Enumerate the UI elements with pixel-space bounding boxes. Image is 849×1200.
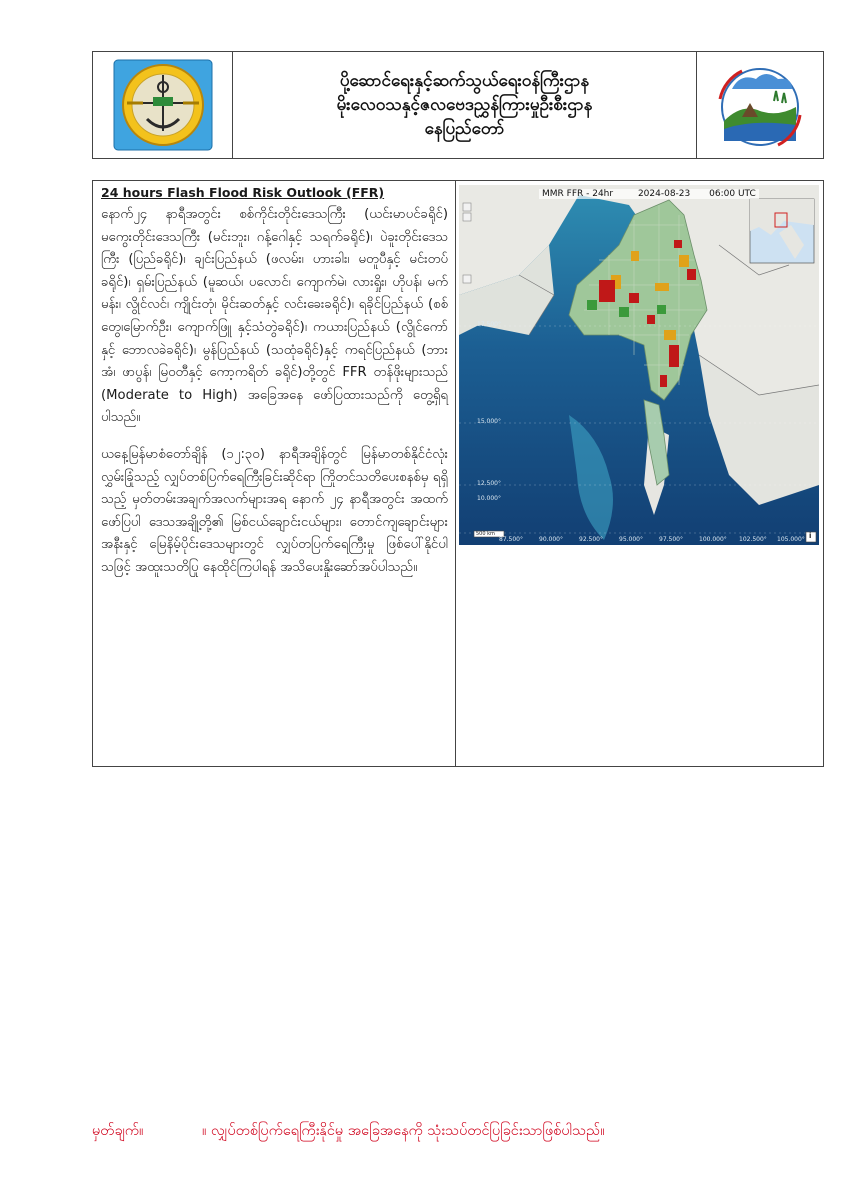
map-time: 06:00 UTC [709, 189, 756, 199]
advisory-paragraph: ယနေ့မြန်မာစံတော်ချိန် (၁၂:၃၀) နာရီအချိန်တွင် မြန်မာတစ်နိုင်ငံလုံးလွှမ်းခြုံသည့် လျှပ်တစ်ပြက်ရေကြီးခြင်းဆိုင်ရာ ကြိုတင်သတိပေးစနစ်မှ ရရှိသည့် မှတ်တမ်းအချက်အလက်များအရ နောက် ၂၄ နာရီအတွင်း အထက်ဖော်ပြပါ ဒေသအချို့တို့၏ မြစ်ငယ်ချောင်းငယ်များ၊ တောင်ကျချောင်းများအနီးနှင့် မြေနိမ့်ပိုင်းဒေသများတွင် လျှပ်တပြက်ရေကြီးမှု ဖြစ်ပေါ်နိုင်ပါသဖြင့် အထူးသတိပြု နေထိုင်ကြပါရန် အသိပေးနှိုးဆော်အပ်ပါသည်။ [101, 446, 448, 575]
text-column [93, 181, 456, 766]
lon-label: 100.000° [699, 536, 727, 543]
map-column [456, 181, 823, 766]
risk-area-paragraph: နောက်၂၄ နာရီအတွင်း စစ်ကိုင်းတိုင်းဒေသကြီး (ယင်းမာပင်ခရိုင်) မကွေးတိုင်းဒေသကြီး (မင်းဘူး၊ ဂန့်ဂေါနှင့် သရက်ခရိုင်)၊ ပဲခူးတိုင်းဒေသကြီး (ပြည်ခရိုင်)၊ ချင်းပြည်နယ် (ဖလမ်း၊ ဟားခါး၊ မတူပီနှင့် မင်းတပ်ခရိုင်)၊ ရှမ်းပြည်နယ် (မူဆယ်၊ ပလောင်၊ ကျောက်မဲ၊ လားရှိုး၊ ဟိုပန်၊ မက်မန်း၊ လွိုင်လင်၊ ကျိုင်းတုံ၊ မိုင်းဆတ်နှင့် လင်းခေးခရိုင်)၊ ရခိုင်ပြည်နယ် (စစ်တွေ၊မြောက်ဦး၊ ကျောက်ဖြူ နှင့်သံတွဲခရိုင်)၊ ကယားပြည်နယ် (လွိုင်ကော်နှင့် ဘောလခဲခရိုင်)၊ မွန်ပြည်နယ် (သထုံခရိုင်)နှင့် ကရင်ပြည်နယ် (ဘားအံ၊ ဖာပွန်၊ မြဝတီနှင့် ကော့ကရိတ် ခရိုင်)တို့တွင် FFR တန်ဖိုးများသည် (Moderate to High) အခြေအနေ ဖော်ပြထားသည်ကို တွေ့ရှိရပါသည်။ [101, 207, 448, 426]
scale-label: 500 km [476, 531, 495, 537]
content-table [92, 180, 824, 767]
department-name: မိုးလေဝသနှင့်ဇလဗေဒညွှန်ကြားမှုဦးစီးဌာန [336, 95, 593, 115]
lon-label: 90.000° [539, 536, 563, 543]
info-icon[interactable]: i [809, 532, 812, 540]
ministry-emblem-cell [93, 52, 233, 158]
lat-label: 12.500° [477, 480, 501, 487]
lat-label: 17.500° [477, 321, 501, 328]
lat-label: 15.000° [477, 418, 501, 425]
lon-label: 87.500° [499, 536, 523, 543]
section-heading: 24 hours Flash Flood Risk Outlook (FFR) [101, 185, 385, 200]
footer-text: ။ လျှပ်တစ်ပြက်ရေကြီးနိုင်မှု အခြေအနေကို သုံးသပ်တင်ပြခြင်းသာဖြစ်ပါသည်။ [202, 1123, 605, 1139]
lon-label: 102.500° [739, 536, 767, 543]
lon-label: 97.500° [659, 536, 683, 543]
map-date: 2024-08-23 [637, 189, 691, 199]
lon-label: 105.000° [777, 536, 805, 543]
map-overlay [459, 185, 819, 545]
city-name: နေပြည်တော် [424, 119, 505, 139]
map-header [539, 189, 759, 199]
ministry-emblem-icon [113, 59, 213, 151]
lon-label: 92.500° [579, 536, 603, 543]
lat-label: 10.000° [477, 495, 501, 502]
footer-label: မှတ်ချက်။ [92, 1123, 144, 1139]
map-title: MMR FFR - 24hr [542, 189, 614, 199]
ffr-map [459, 185, 819, 545]
header-title-block [233, 52, 696, 158]
lon-label: 95.000° [619, 536, 643, 543]
hydrology-logo-cell [696, 52, 823, 158]
document-header [92, 51, 824, 159]
ministry-name: ပို့ဆောင်ရေးနှင့်ဆက်သွယ်ရေးဝန်ကြီးဌာန [339, 71, 590, 91]
hydrology-logo-icon [712, 59, 808, 151]
footer-note [92, 1122, 832, 1143]
